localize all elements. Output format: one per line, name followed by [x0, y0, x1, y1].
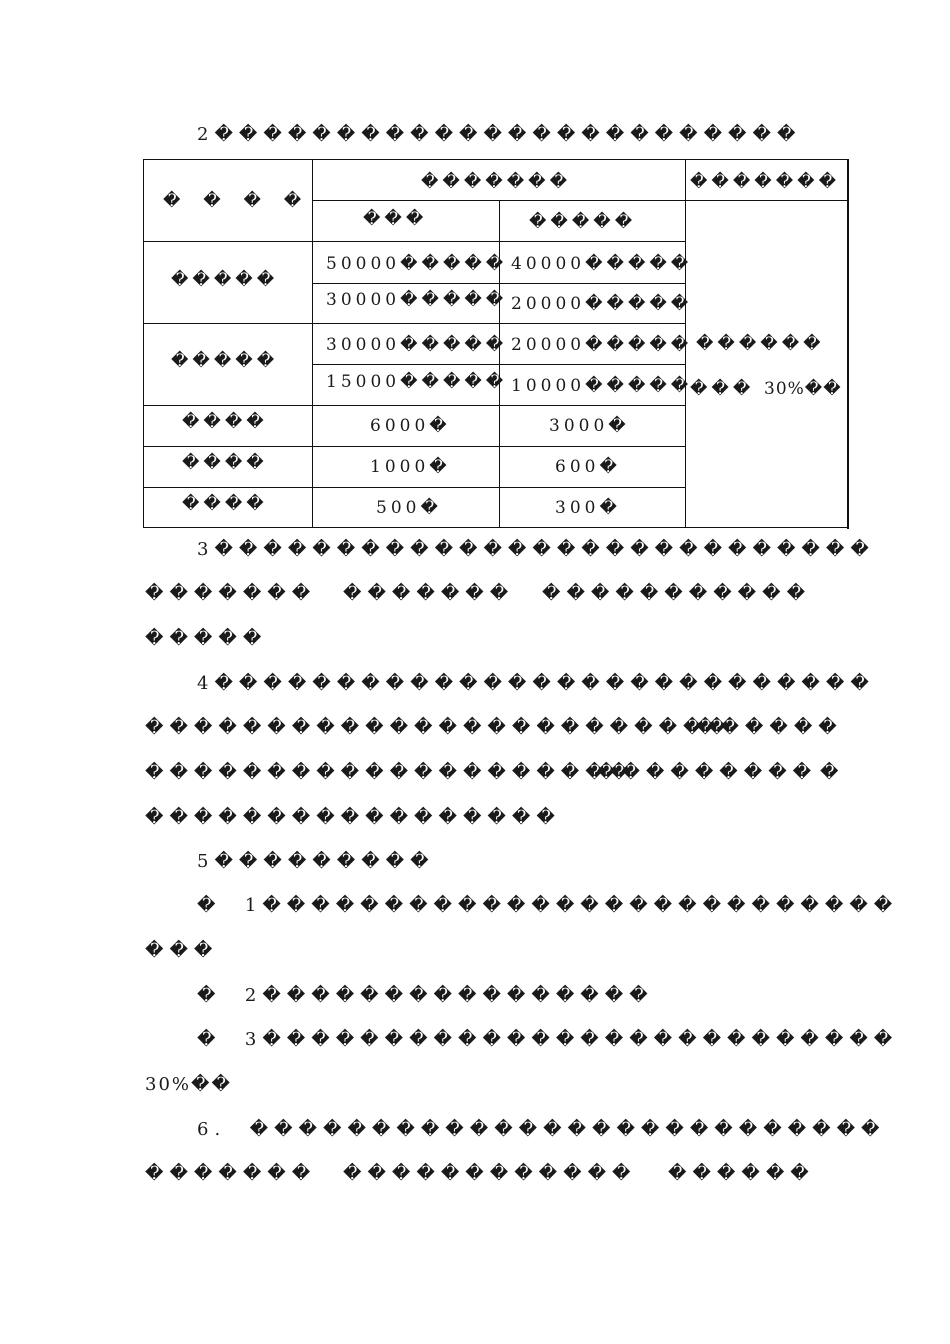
paragraph-4-line: ���������	[597, 762, 818, 783]
table-border-left	[143, 159, 144, 528]
table-head-group: �������	[421, 172, 572, 192]
table-cell: 30000�����	[326, 335, 508, 355]
table-row-label: �����	[171, 270, 279, 290]
table-cell: 20000�����	[511, 294, 693, 314]
table-head-col1: ���	[363, 209, 428, 229]
table-cell: 30000�����	[326, 290, 508, 310]
paragraph-5-heading: 5���������	[197, 851, 435, 872]
paragraph-5-item: � 3��������������������������	[197, 1029, 899, 1050]
table-cell: 3000�	[549, 416, 630, 436]
paragraph-6-line: ������	[668, 1163, 815, 1184]
table-border-bottom	[143, 527, 849, 528]
paragraph-4-line: �����������������	[145, 807, 561, 828]
table-cell: 6000�	[370, 416, 451, 436]
paragraph-4-line: ������	[696, 717, 843, 738]
table-cell: 15000�����	[326, 372, 508, 392]
paragraph-5-item: � 2����������������	[197, 985, 654, 1006]
table-right-text: ������	[696, 334, 825, 354]
table-row-label: ����	[182, 494, 268, 514]
table-cell: 300�	[555, 498, 621, 518]
table-head-col2: �����	[529, 212, 637, 232]
table-cell: 1000�	[370, 457, 451, 477]
table-right-text: 30%��	[764, 379, 842, 399]
paragraph-4-line: ������������������������	[145, 717, 732, 738]
table-rule	[143, 323, 685, 324]
table-rule	[143, 405, 685, 406]
table-rule	[312, 200, 848, 201]
table-border-right	[847, 159, 849, 529]
table-head-right: �������	[690, 172, 841, 192]
table-cell: 10000�����	[511, 376, 693, 396]
paragraph-5-item: ���	[145, 940, 219, 961]
paragraph-6-line: ������������	[343, 1163, 637, 1184]
paragraph-2-line: 2������������������������	[197, 124, 802, 145]
table-rule	[143, 241, 685, 242]
paragraph-3-line: �����	[145, 628, 268, 649]
table-head-label: � � � �	[163, 191, 306, 211]
table-col-rule	[312, 159, 313, 528]
table-col-rule	[499, 200, 500, 528]
paragraph-4-line: ��������������������	[145, 762, 635, 783]
paragraph-5-item: � 1��������������������������	[197, 895, 899, 916]
table-cell: 20000�����	[511, 335, 693, 355]
paragraph-3-line: �����������	[542, 583, 812, 604]
paragraph-4-line: 4���������������������������	[197, 673, 875, 694]
table-rule	[143, 487, 685, 488]
table-row-label: ����	[182, 453, 268, 473]
paragraph-5-item: 30%��	[145, 1074, 232, 1095]
paragraph-4-line: �	[820, 762, 845, 783]
table-row-label: ����	[182, 412, 268, 432]
table-border-top	[143, 159, 848, 160]
table-cell: 600�	[555, 457, 621, 477]
table-cell: 50000�����	[326, 254, 508, 274]
paragraph-3-line: �������	[343, 583, 515, 604]
table-cell: 500�	[376, 498, 442, 518]
table-row-label: �����	[171, 351, 279, 371]
table-right-text: ���	[690, 379, 755, 399]
paragraph-3-line: 3���������������������������	[197, 539, 875, 560]
paragraph-3-line: �������	[145, 583, 317, 604]
paragraph-6-line: 6. ��������������������������	[197, 1119, 886, 1140]
paragraph-6-line: �������	[145, 1163, 317, 1184]
table-cell: 40000�����	[511, 254, 693, 274]
table-rule	[143, 446, 685, 447]
